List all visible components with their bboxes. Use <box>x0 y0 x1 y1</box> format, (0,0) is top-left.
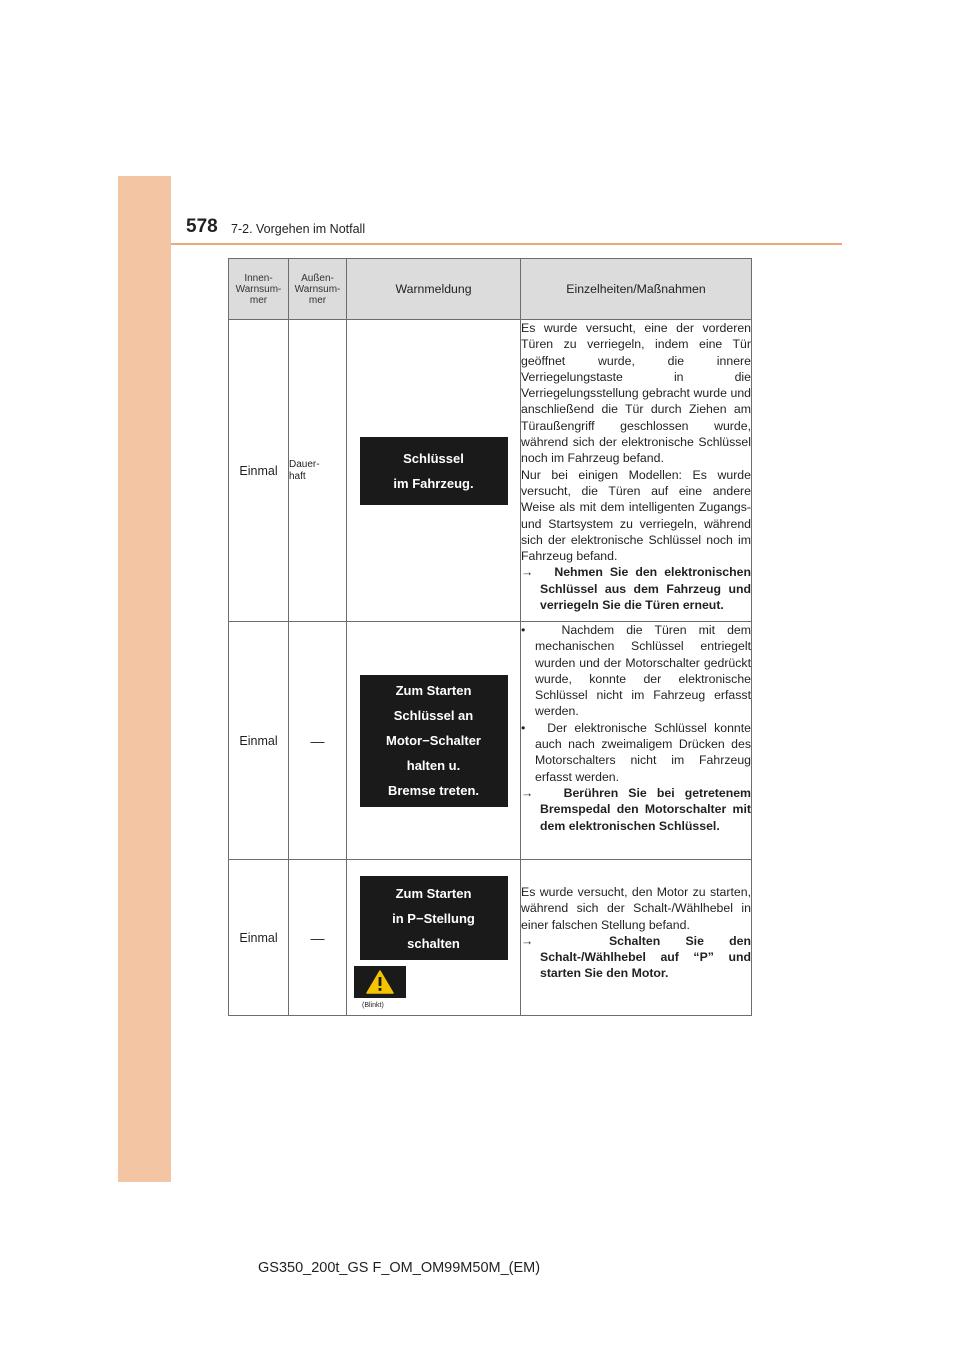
warning-triangle-icon <box>366 970 394 994</box>
table-row <box>229 320 752 622</box>
details-cell <box>521 622 752 860</box>
chapter-tab-sidebar <box>118 176 171 1182</box>
master-warning-indicator <box>354 966 406 998</box>
warning-display-cell <box>347 320 521 622</box>
warning-message-table <box>228 258 752 1016</box>
header-details: Einzelheiten/Maßnahmen <box>521 259 752 320</box>
action-instruction: → Schalten Sie den Schalt-/Wählhebel auf “P” und starten Sie den Motor. <box>521 933 752 981</box>
warning-display-cell <box>347 860 521 1016</box>
document-code-footer: GS350_200t_GS F_OM_OM99M50M_(EM) <box>258 1260 541 1276</box>
table-row <box>229 622 752 860</box>
table-row <box>229 860 752 1016</box>
header-rule <box>171 243 842 245</box>
header-outer-buzzer: Außen- Warnsum- mer <box>289 259 347 320</box>
list-item: • Nachdem die Türen mit dem mechanischen Schlüssel entriegelt wurden und der Motorschalter gedrückt wurde, konnte der elektronische Schlüssel nicht im Fahrzeug erfasst werden. <box>521 623 751 719</box>
header-warning-message: Warnmeldung <box>347 259 521 320</box>
warning-display-cell <box>347 622 521 860</box>
warning-message-display: Zum Starten Schlüssel an Motor−Schalter halten u. Bremse treten. <box>360 675 508 807</box>
outer-buzzer-cell: — <box>289 860 347 1016</box>
outer-buzzer-cell: Dauer- haft <box>289 320 347 622</box>
action-instruction: → Berühren Sie bei getretenem Bremspedal den Motorschalter mit dem elektronischen Schlüssel. <box>521 785 751 833</box>
warning-message-display: Zum Starten in P−Stellung schalten <box>360 876 508 960</box>
action-instruction: → Nehmen Sie den elektronischen Schlüssel aus dem Fahrzeug und verriegeln Sie die Türen erneut. <box>521 565 751 613</box>
blink-note: (Blinkt) <box>362 1002 384 1009</box>
table-header-row <box>229 259 752 320</box>
inner-buzzer-cell: Einmal <box>229 320 289 622</box>
page-number: 578 <box>186 216 218 237</box>
section-title: 7-2. Vorgehen im Notfall <box>231 222 366 236</box>
outer-buzzer-cell: — <box>289 622 347 860</box>
list-item: • Der elektronische Schlüssel konnte auch nach zweimaligem Drücken des Motorschalters nicht im Fahrzeug erfasst werden. <box>521 720 751 784</box>
header-inner-buzzer: Innen- Warnsum- mer <box>229 259 289 320</box>
details-cell: Es wurde versucht, eine der vorderen Türen zu verriegeln, indem eine Tür geöffnet wurde, die innere Verriegelungstaste in die Verriegelungsstellung gebracht wurde und anschließend die Tür durch Ziehen am Türaußengriff geschlossen wurde, während sich der elektronische Schlüssel noch im Fahrzeug befand. Nur bei einigen Modellen: Es wurde versucht, die Türen auf eine andere Weise als mit dem intelligenten Zugangs- und Startsystem zu verriegeln, während sich der elektronische Schlüssel noch im Fahrzeug befand. → Nehmen Sie den elektronischen Schlüssel aus dem Fahrzeug und verriegeln Sie die Türen erneut. <box>521 320 752 622</box>
details-cell: Es wurde versucht, den Motor zu starten, während sich der Schalt-/Wählhebel in einer falschen Stellung befand. → Schalten Sie den Schalt-/Wählhebel auf “P” und starten Sie den Motor. <box>521 860 752 1016</box>
inner-buzzer-cell: Einmal <box>229 860 289 1016</box>
warning-message-display: Schlüssel im Fahrzeug. <box>360 437 508 505</box>
inner-buzzer-cell: Einmal <box>229 622 289 860</box>
